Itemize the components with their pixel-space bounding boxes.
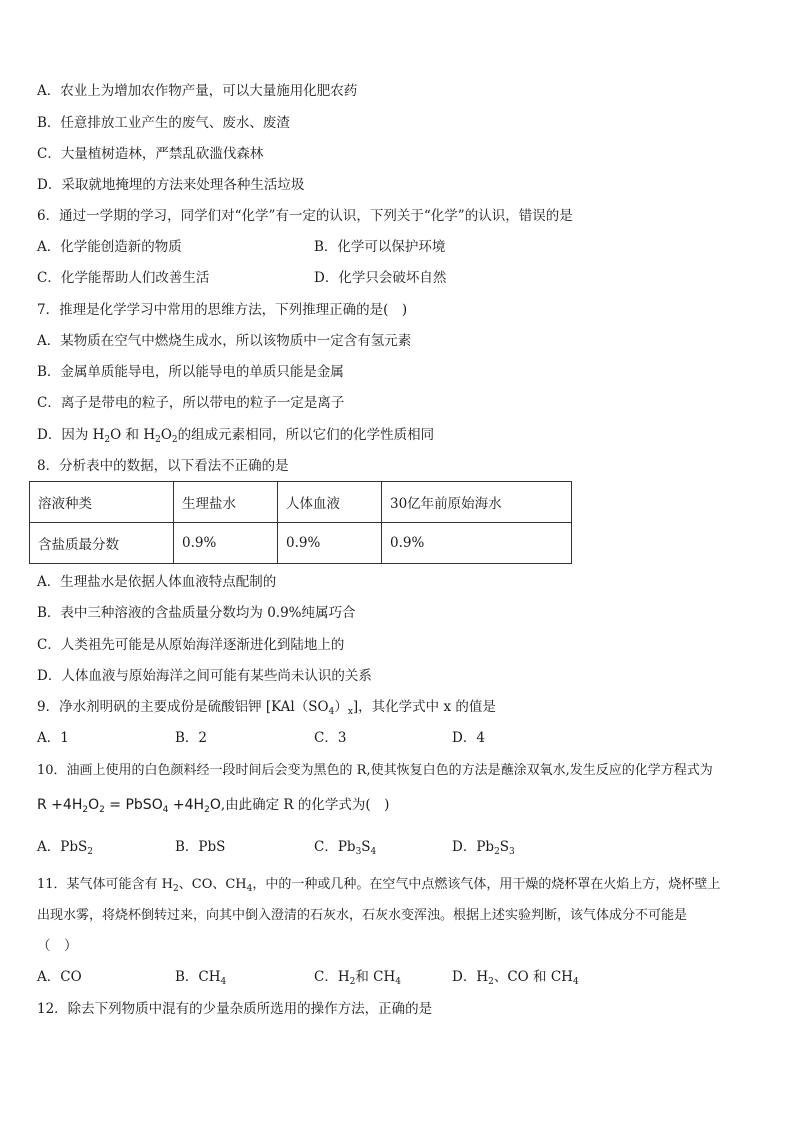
q10-option-b: B．PbS [175, 839, 226, 855]
q12-stem: 12．除去下列物质中混有的少量杂质所选用的操作方法，正确的是 [37, 1001, 433, 1017]
q8-option-c: C．人类祖先可能是从原始海洋逐渐进化到陆地上的 [37, 637, 345, 653]
q9-option-a: A．1 [37, 730, 69, 746]
table-cell: 30亿年前原始海水 [382, 482, 572, 523]
q9-option-b: B．2 [175, 730, 208, 746]
q11-option-c: C．$H_2$和 $CH_4$ [314, 969, 401, 987]
q11-stem-line-2: 出现水雾，将烧杯倒转过来，向其中倒入澄清的石灰水，石灰水变浑浊。根据上述实验判断，该气体成分不可能是 [37, 908, 688, 923]
q5-option-d: D．采取就地掩埋的方法来处理各种生活垃圾 [37, 177, 305, 193]
q5-option-b: B．任意排放工业产生的废气、废水、废渣 [37, 115, 290, 131]
table-cell: 含盐质最分数 [30, 523, 174, 564]
q11-stem-line-3: （ ） [37, 938, 78, 954]
q7-stem: 7．推理是化学学习中常用的思维方法，下列推理正确的是( ) [37, 302, 408, 318]
table-cell: 0.9% [382, 523, 572, 564]
q7-option-d: D．因为 $H_2O$ 和 $H_2O_2$的组成元素相同，所以它们的化学性质相同 [37, 427, 435, 445]
q10-equation: $R +4H_2O_2$ = PbSO$_4$ $+4H_2O$,由此确定 R 的化学式为( ) [37, 797, 390, 815]
q6-option-d: D．化学只会破坏自然 [314, 270, 447, 286]
q9-option-c: C．3 [314, 730, 347, 746]
q11-stem-line-1: 11．某气体可能含有 $H_2$、CO、$CH_4$，中的一种或几种。在空气中点燃该气体，用干燥的烧杯罩在火焰上方，烧杯壁上 [37, 877, 721, 894]
q11-option-a: A．CO [37, 969, 82, 985]
q5-option-c: C．大量植树造林，严禁乱砍滥伐森林 [37, 146, 264, 162]
q6-stem: 6．通过一学期的学习，同学们对“化学”有一定的认识，下列关于“化学”的认识，错误的是 [37, 208, 573, 224]
q6-option-c: C．化学能帮助人们改善生活 [37, 270, 210, 286]
q11-option-b: B．$CH_4$ [175, 969, 227, 987]
q8-stem: 8．分析表中的数据，以下看法不正确的是 [37, 458, 289, 474]
table-cell: 0.9% [278, 523, 382, 564]
q5-option-a: A．农业上为增加农作物产量，可以大量施用化肥农药 [37, 83, 358, 99]
salt-content-table [29, 481, 572, 564]
table-header-row [30, 482, 572, 523]
q8-option-b: B．表中三种溶液的含盐质量分数均为 0.9%纯属巧合 [37, 605, 356, 621]
q10-option-d: D．$Pb_2S_3$ [452, 839, 515, 857]
q6-option-b: B．化学可以保护环境 [314, 239, 446, 255]
table-row [30, 523, 572, 564]
q10-option-a: A．PbS$_2$ [37, 839, 93, 857]
q8-option-d: D．人体血液与原始海洋之间可能有某些尚未认识的关系 [37, 668, 372, 684]
q7-option-c: C．离子是带电的粒子，所以带电的粒子一定是离子 [37, 395, 345, 411]
q9-option-d: D．4 [452, 730, 485, 746]
q7-option-a: A．某物质在空气中燃烧生成水，所以该物质中一定含有氢元素 [37, 333, 412, 349]
q10-stem: 10．油画上使用的白色颜料经一段时间后会变为黑色的 R,使其恢复白色的方法是蘸涂双氧水,发生反应的化学方程式为 [37, 763, 713, 778]
q10-option-c: C．$Pb_3S_4$ [314, 839, 377, 857]
q9-stem: 9．净水剂明矾的主要成份是硫酸铝钾 $[KAl(SO_4)_x]$，其化学式中 x 的值是 [37, 699, 496, 717]
table-cell: 人体血液 [278, 482, 382, 523]
table-cell: 溶液种类 [30, 482, 174, 523]
table-cell: 生理盐水 [174, 482, 278, 523]
q6-option-a: A．化学能创造新的物质 [37, 239, 182, 255]
q11-option-d: D．$H_2$、CO 和 $CH_4$ [452, 969, 579, 987]
q8-option-a: A．生理盐水是依据人体血液特点配制的 [37, 574, 277, 590]
table-cell: 0.9% [174, 523, 278, 564]
q7-option-b: B．金属单质能导电，所以能导电的单质只能是金属 [37, 364, 344, 380]
